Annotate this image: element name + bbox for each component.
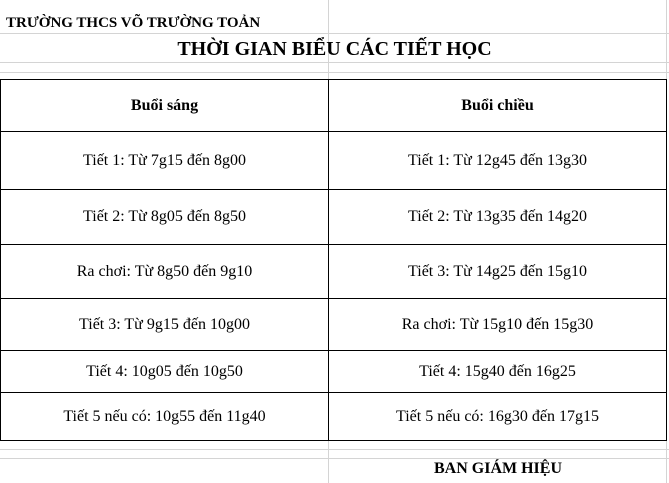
table-header-row [1,80,667,132]
table-cell[interactable]: Tiết 1: Từ 12g45 đến 13g30 [329,132,667,190]
table-cell[interactable]: Tiết 4: 15g40 đến 16g25 [329,351,667,393]
table-cell[interactable]: Tiết 4: 10g05 đến 10g50 [1,351,329,393]
column-header-morning[interactable]: Buổi sáng [1,80,329,132]
table-row [1,245,667,299]
column-header-afternoon[interactable]: Buổi chiều [329,80,667,132]
table-row [1,351,667,393]
table-row [1,299,667,351]
page-title: THỜI GIAN BIỂU CÁC TIẾT HỌC [177,38,492,60]
table-cell[interactable]: Tiết 3: Từ 14g25 đến 15g10 [329,245,667,299]
schedule-table [0,79,667,441]
gridline [0,33,669,34]
school-name: TRƯỜNG THCS VÕ TRƯỜNG TOẢN [6,15,261,31]
table-cell[interactable]: Tiết 3: Từ 9g15 đến 10g00 [1,299,329,351]
table-row [1,132,667,190]
table-cell[interactable]: Tiết 2: Từ 13g35 đến 14g20 [329,190,667,245]
table-cell[interactable]: Ra chơi: Từ 15g10 đến 15g30 [329,299,667,351]
table-cell[interactable]: Tiết 2: Từ 8g05 đến 8g50 [1,190,329,245]
table-row [1,190,667,245]
table-cell[interactable]: Tiết 1: Từ 7g15 đến 8g00 [1,132,329,190]
table-cell[interactable]: Ra chơi: Từ 8g50 đến 9g10 [1,245,329,299]
table-cell[interactable]: Tiết 5 nếu có: 16g30 đến 17g15 [329,393,667,441]
gridline [0,72,669,73]
gridline [666,440,667,483]
table-row [1,393,667,441]
signature-label: BAN GIÁM HIỆU [433,460,562,477]
gridline [0,458,669,459]
table-cell[interactable]: Tiết 5 nếu có: 10g55 đến 11g40 [1,393,329,441]
gridline [328,440,329,483]
gridline [0,62,669,63]
gridline [0,449,669,450]
